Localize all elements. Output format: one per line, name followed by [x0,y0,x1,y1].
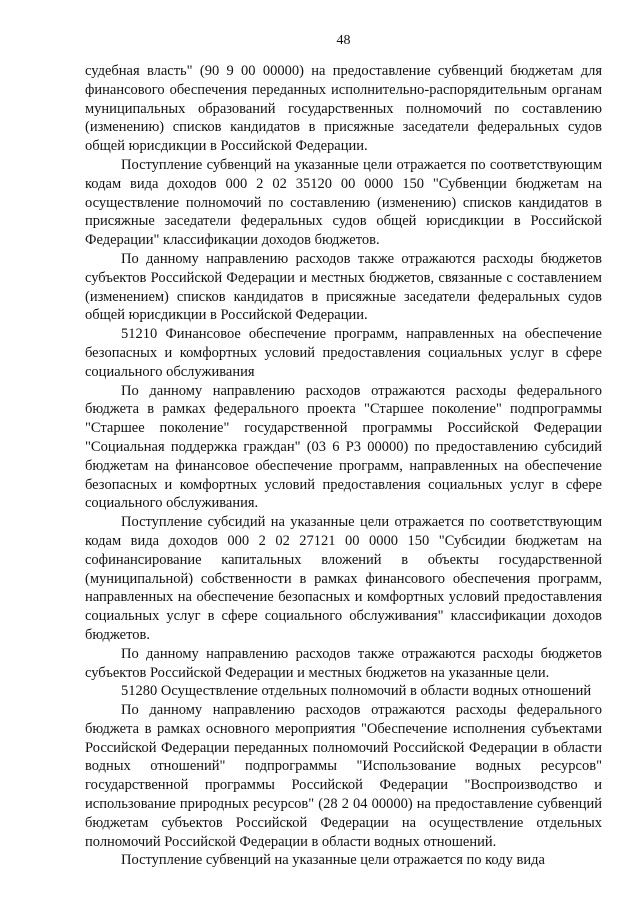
paragraph: судебная власть" (90 9 00 00000) на предоставление субвенций бюджетам для финансового обеспечения переданных исполнительно-распорядительным органам муниципальных образований государственных полномочий по составлению (изменению) списков кандидатов в присяжные заседатели федеральных судов общей юрисдикции в Российской Федерации. [85,63,602,155]
paragraph: Поступление субсидий на указанные цели отражается по соответствующим кодам вида доходов 000 2 02 27121 00 0000 150 "Субсидии бюджетам на софинансирование капитальных вложений в объекты государственной (муниципальной) собственности в рамках финансового обеспечения программ, направленных на обеспечение безопасных и комфортных условий предоставления социальных услуг в сфере социального обслуживания" классификации доходов бюджетов. [85,514,602,643]
paragraph: Поступление субвенций на указанные цели отражается по коду вида [121,852,545,869]
document-body [85,62,602,870]
section-heading: 51210 Финансовое обеспечение программ, направленных на обеспечение безопасных и комфортных условий предоставления социальных услуг в сфере социального обслуживания [85,326,602,380]
section-heading: 51280 Осуществление отдельных полномочий в области водных отношений [121,683,592,700]
paragraph: По данному направлению расходов также отражаются расходы бюджетов субъектов Российской Федерации и местных бюджетов на указанные цели. [85,645,602,681]
document-page [85,0,602,905]
paragraph: По данному направлению расходов отражаются расходы федерального бюджета в рамках основного мероприятия "Обеспечение исполнения субъектами Российской Федерации переданных полномочий Российской Федерации в области водных отношений" подпрограммы "Использование водных ресурсов" государственной программы Российской Федерации "Воспроизводство и использование природных ресурсов" (28 2 04 00000) на предоставление субвенций бюджетам субъектов Российской Федерации на осуществление отдельных полномочий Российской Федерации в области водных отношений. [85,702,602,850]
paragraph: По данному направлению расходов отражаются расходы федерального бюджета в рамках федерального проекта "Старшее поколение" подпрограммы "Старшее поколение" государственной программы Российской Федерации "Социальная поддержка граждан" (03 6 P3 00000) по предоставлению субсидий бюджетам на финансовое обеспечение программ, направленных на обеспечение безопасных и комфортных условий предоставления социальных услуг в сфере социального обслуживания. [85,382,602,512]
paragraph: Поступление субвенций на указанные цели отражается по соответствующим кодам вида доходов 000 2 02 35120 00 0000 150 "Субвенции бюджетам на осуществление полномочий по составлению (изменению) списков кандидатов в присяжные заседатели федеральных судов общей юрисдикции в Российской Федерации" классификации доходов бюджетов. [85,156,602,249]
paragraph: По данному направлению расходов также отражаются расходы бюджетов субъектов Российской Федерации и местных бюджетов, связанные с составлением (изменением) списков кандидатов в присяжные заседатели федеральных судов общей юрисдикции в Российской Федерации. [85,250,602,324]
page-number: 48 [336,33,351,48]
